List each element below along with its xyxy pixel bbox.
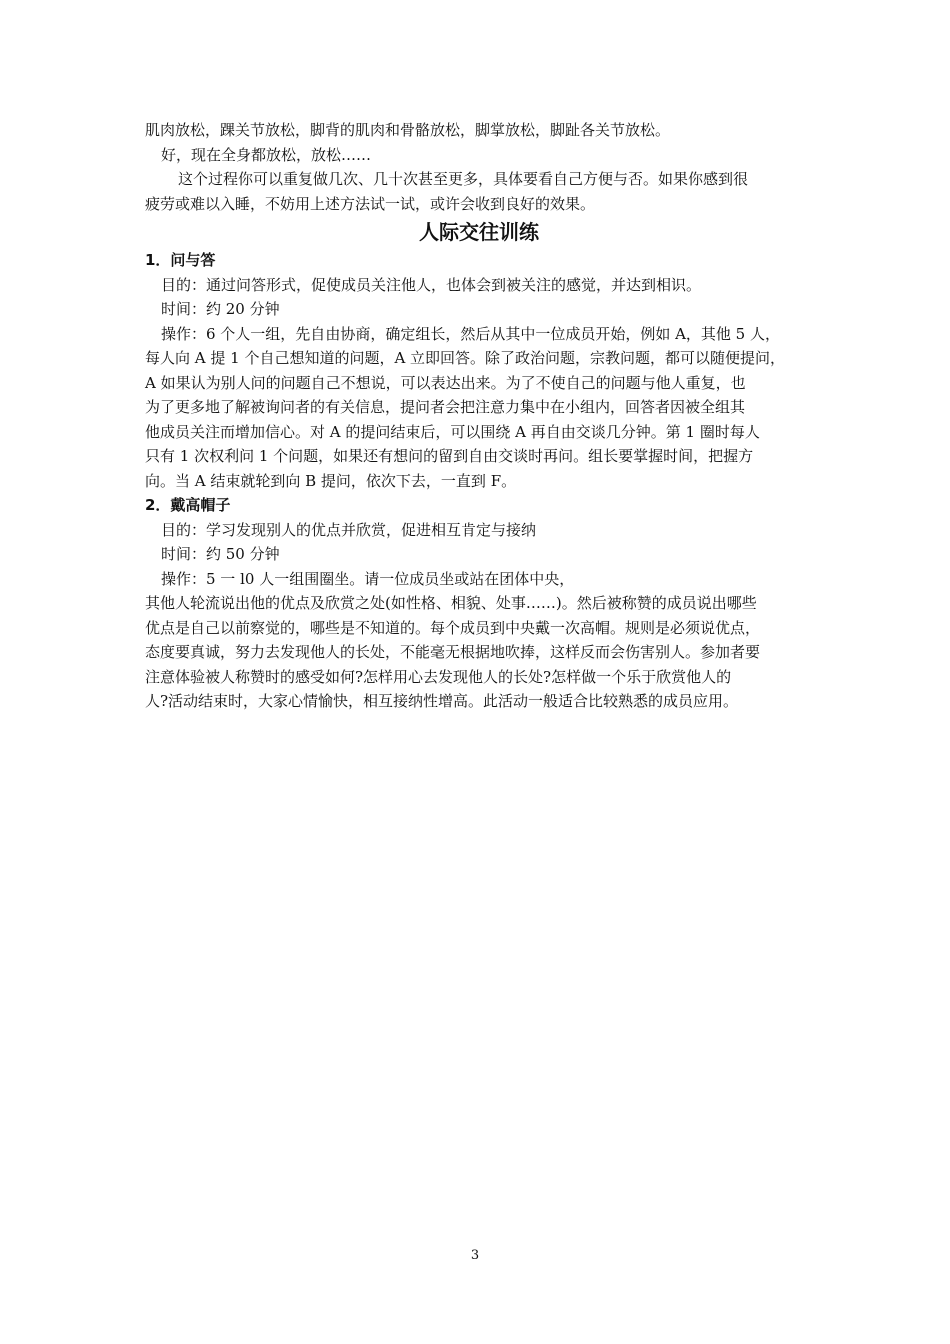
body-text-line: 疲劳或难以入睡，不妨用上述方法试一试，或许会收到良好的效果。 bbox=[145, 194, 596, 213]
body-text-line: 肌肉放松，踝关节放松，脚背的肌肉和骨骼放松，脚掌放松，脚趾各关节放松。 bbox=[145, 121, 671, 139]
section-2-time: 时间：约 50 分钟 bbox=[161, 545, 280, 563]
section-2-operation: 态度要真诚，努力去发现他人的长处，不能毫无根据地吹捧，这样反而会伤害别人。参加者要 bbox=[145, 643, 761, 661]
section-2-operation: 操作：5 一 l0 人一组围圈坐。请一位成员坐或站在团体中央， bbox=[161, 569, 575, 588]
page-number: 3 bbox=[470, 1248, 480, 1263]
section-1-operation: 每人向 A 提 1 个自己想知道的问题，A 立即回答。除了政治问题，宗教问题，都可以随便提问， bbox=[145, 349, 786, 367]
section-heading-2: 2．戴高帽子 bbox=[145, 496, 231, 514]
section-2-operation: 人?活动结束时，大家心情愉快，相互接纳性增高。此活动一般适合比较熟悉的成员应用。 bbox=[145, 692, 739, 710]
section-2-operation: 其他人轮流说出他的优点及欣赏之处(如性格、相貌、处事……)。然后被称赞的成员说出哪些 bbox=[145, 594, 757, 612]
section-1-operation: A 如果认为别人问的问题自己不想说，可以表达出来。为了不使自己的问题与他人重复，也 bbox=[145, 373, 746, 392]
section-1-time: 时间：约 20 分钟 bbox=[161, 300, 280, 318]
section-heading-1: 1．问与答 bbox=[145, 251, 216, 269]
section-1-operation: 他成员关注而增加信心。对 A 的提问结束后，可以围绕 A 再自由交谈几分钟。第 1 圈时每人 bbox=[145, 422, 760, 441]
section-1-operation: 向。当 A 结束就轮到向 B 提问，依次下去，一直到 F。 bbox=[145, 471, 517, 490]
page-title: 人际交往训练 bbox=[419, 220, 539, 244]
document-body bbox=[145, 118, 813, 714]
section-2-operation: 注意体验被人称赞时的感受如何?怎样用心去发现他人的长处?怎样做一个乐于欣赏他人的 bbox=[145, 667, 732, 686]
section-1-operation: 操作：6 个人一组，先自由协商，确定组长，然后从其中一位成员开始，例如 A，其他 5 人， bbox=[161, 324, 780, 343]
body-text-line: 好，现在全身都放松，放松…… bbox=[161, 145, 372, 164]
section-1-purpose: 目的：通过问答形式，促使成员关注他人，也体会到被关注的感觉，并达到相识。 bbox=[161, 275, 702, 294]
body-text-line: 这个过程你可以重复做几次、几十次甚至更多，具体要看自己方便与否。如果你感到很 bbox=[178, 170, 749, 188]
section-2-purpose: 目的：学习发现别人的优点并欣赏，促进相互肯定与接纳 bbox=[161, 520, 537, 539]
section-1-operation: 只有 1 次权利问 1 个问题，如果还有想问的留到自由交谈时再问。组长要掌握时间，把握方 bbox=[145, 447, 754, 465]
section-2-operation: 优点是自己以前察觉的，哪些是不知道的。每个成员到中央戴一次高帽。规则是必须说优点， bbox=[145, 618, 761, 637]
section-1-operation: 为了更多地了解被询问者的有关信息，提问者会把注意力集中在小组内，回答者因被全组其 bbox=[145, 398, 746, 416]
